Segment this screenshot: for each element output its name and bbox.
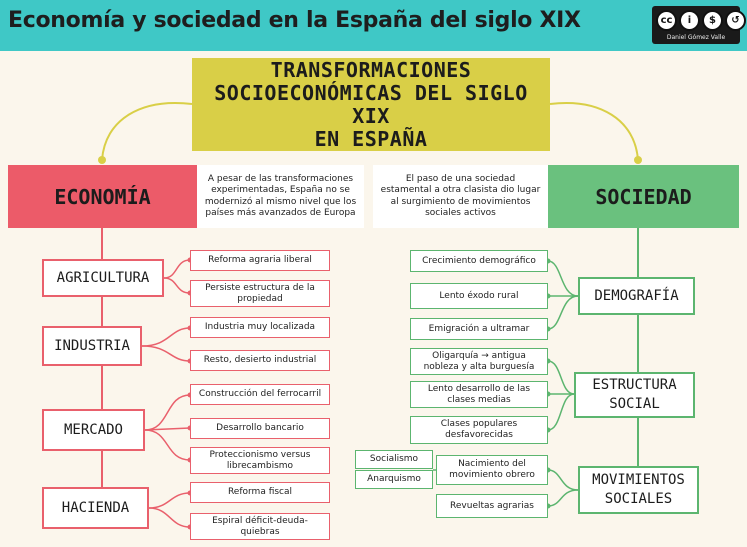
- movimientos-line-2: SOCIALES: [604, 491, 673, 507]
- cc-icon: cc: [656, 10, 677, 31]
- sociedad-node: SOCIEDAD: [548, 165, 739, 228]
- arc-sociedad: [550, 103, 638, 160]
- estructura-line-1: ESTRUCTURA: [592, 377, 677, 393]
- economia-note: A pesar de las transformaciones experimentadas, España no se modernizó al mismo nivel que los países más avanzados de Europa: [197, 165, 364, 228]
- leaf-ferrocarril: Construcción del ferrocarril: [190, 384, 330, 405]
- category-industria: INDUSTRIA: [42, 326, 142, 366]
- sociedad-note: El paso de una sociedad estamental a otra clasista dio lugar al surgimiento de movimientos sociales activos: [373, 165, 548, 228]
- leaf-proteccionismo: Proteccionismo versus librecambismo: [190, 447, 330, 474]
- main-topic-line-3: EN ESPAÑA: [314, 126, 428, 151]
- category-demografia: DEMOGRAFÍA: [578, 277, 695, 315]
- economia-node: ECONOMÍA: [8, 165, 197, 228]
- leaf-socialismo: Socialismo: [355, 450, 433, 469]
- main-topic: [192, 58, 550, 151]
- sa-icon: ↺: [725, 10, 746, 31]
- category-estructura-social: [574, 372, 695, 418]
- arc-economia: [102, 103, 192, 160]
- leaf-movimiento-obrero: Nacimiento del movimiento obrero: [436, 455, 548, 485]
- by-icon: i: [679, 10, 700, 31]
- category-mercado: MERCADO: [42, 409, 145, 451]
- leaf-reforma-fiscal: Reforma fiscal: [190, 482, 330, 503]
- leaf-espiral-deficit: Espiral déficit-deuda-quiebras: [190, 513, 330, 540]
- leaf-desierto-industrial: Resto, desierto industrial: [190, 350, 330, 371]
- license-author: Daniel Gómez Valle: [666, 34, 726, 41]
- leaf-exodo-rural: Lento éxodo rural: [410, 283, 548, 309]
- leaf-estructura-propiedad: Persiste estructura de la propiedad: [190, 280, 330, 307]
- leaf-desarrollo-bancario: Desarrollo bancario: [190, 418, 330, 439]
- leaf-oligarquia: Oligarquía → antigua nobleza y alta burguesía: [410, 348, 548, 375]
- leaf-emigracion: Emigración a ultramar: [410, 318, 548, 340]
- main-topic-line-1: TRANSFORMACIONES: [270, 57, 472, 82]
- leaf-clases-medias: Lento desarrollo de las clases medias: [410, 381, 548, 408]
- leaf-revueltas-agrarias: Revueltas agrarias: [436, 494, 548, 518]
- leaf-reforma-agraria: Reforma agraria liberal: [190, 250, 330, 271]
- category-movimientos-sociales: [578, 466, 699, 514]
- page-title: Economía y sociedad en la España del siglo XIX: [8, 8, 581, 33]
- category-agricultura: AGRICULTURA: [42, 259, 164, 297]
- movimientos-line-1: MOVIMIENTOS: [592, 472, 685, 488]
- arc-sociedad-dot: [634, 156, 642, 164]
- category-hacienda: HACIENDA: [42, 487, 149, 529]
- arc-economia-dot: [98, 156, 106, 164]
- leaf-anarquismo: Anarquismo: [355, 470, 433, 489]
- nc-icon: $: [702, 10, 723, 31]
- estructura-line-2: SOCIAL: [609, 396, 660, 412]
- eco-branches: [142, 260, 190, 527]
- leaf-clases-populares: Clases populares desfavorecidas: [410, 416, 548, 444]
- leaf-crecimiento-demografico: Crecimiento demográfico: [410, 250, 548, 272]
- leaf-industria-localizada: Industria muy localizada: [190, 317, 330, 338]
- main-topic-line-2: SOCIOECONÓMICAS DEL SIGLO XIX: [214, 80, 528, 128]
